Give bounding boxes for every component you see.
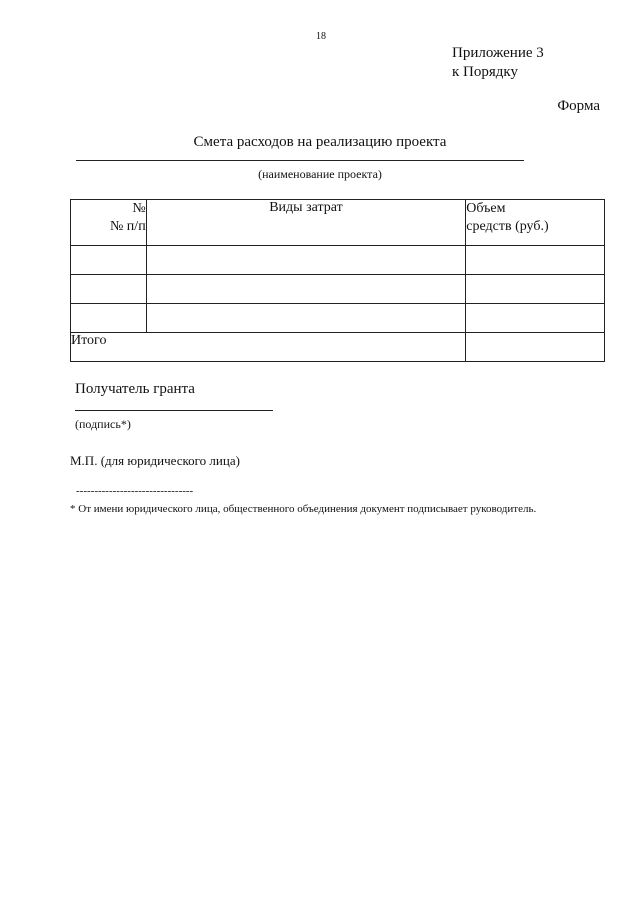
header-number [71, 200, 147, 246]
cell-number [71, 304, 147, 333]
table-row [71, 304, 605, 333]
cell-cost-type [146, 304, 466, 333]
cell-number [71, 246, 147, 275]
cell-amount [466, 275, 605, 304]
footnote-divider: -------------------------------- [76, 485, 194, 497]
header-number-line-1: № [132, 201, 146, 216]
cell-amount [466, 304, 605, 333]
table-header-row [71, 200, 605, 246]
appendix-line-1: Приложение 3 [452, 45, 544, 61]
header-cost-type: Виды затрат [146, 200, 466, 246]
appendix-block [452, 44, 544, 82]
cell-cost-type [146, 275, 466, 304]
recipient-label: Получатель гранта [75, 381, 195, 397]
total-amount [466, 333, 605, 362]
cell-cost-type [146, 246, 466, 275]
header-amount-line-1: Объем [466, 201, 506, 216]
seal-label: М.П. (для юридического лица) [70, 453, 240, 468]
table-total-row [71, 333, 605, 362]
header-number-line-2: № п/п [109, 219, 146, 234]
signature-line [75, 410, 273, 411]
footnote: * От имени юридического лица, общественного объединения документ подписывает руководитель. [70, 503, 537, 515]
signature-caption: (подпись*) [75, 417, 131, 431]
project-name-caption: (наименование проекта) [258, 167, 382, 181]
table-row [71, 246, 605, 275]
document-title: Смета расходов на реализацию проекта [193, 134, 447, 150]
cell-amount [466, 246, 605, 275]
table-row [71, 275, 605, 304]
total-label: Итого [71, 333, 466, 362]
page-number: 18 [316, 31, 326, 42]
appendix-line-2: к Порядку [452, 64, 518, 80]
cell-number [71, 275, 147, 304]
cost-table [70, 199, 605, 362]
header-amount-line-2: средств (руб.) [466, 219, 549, 234]
project-name-line [76, 160, 524, 161]
header-amount [466, 200, 605, 246]
form-label: Форма [557, 98, 600, 114]
